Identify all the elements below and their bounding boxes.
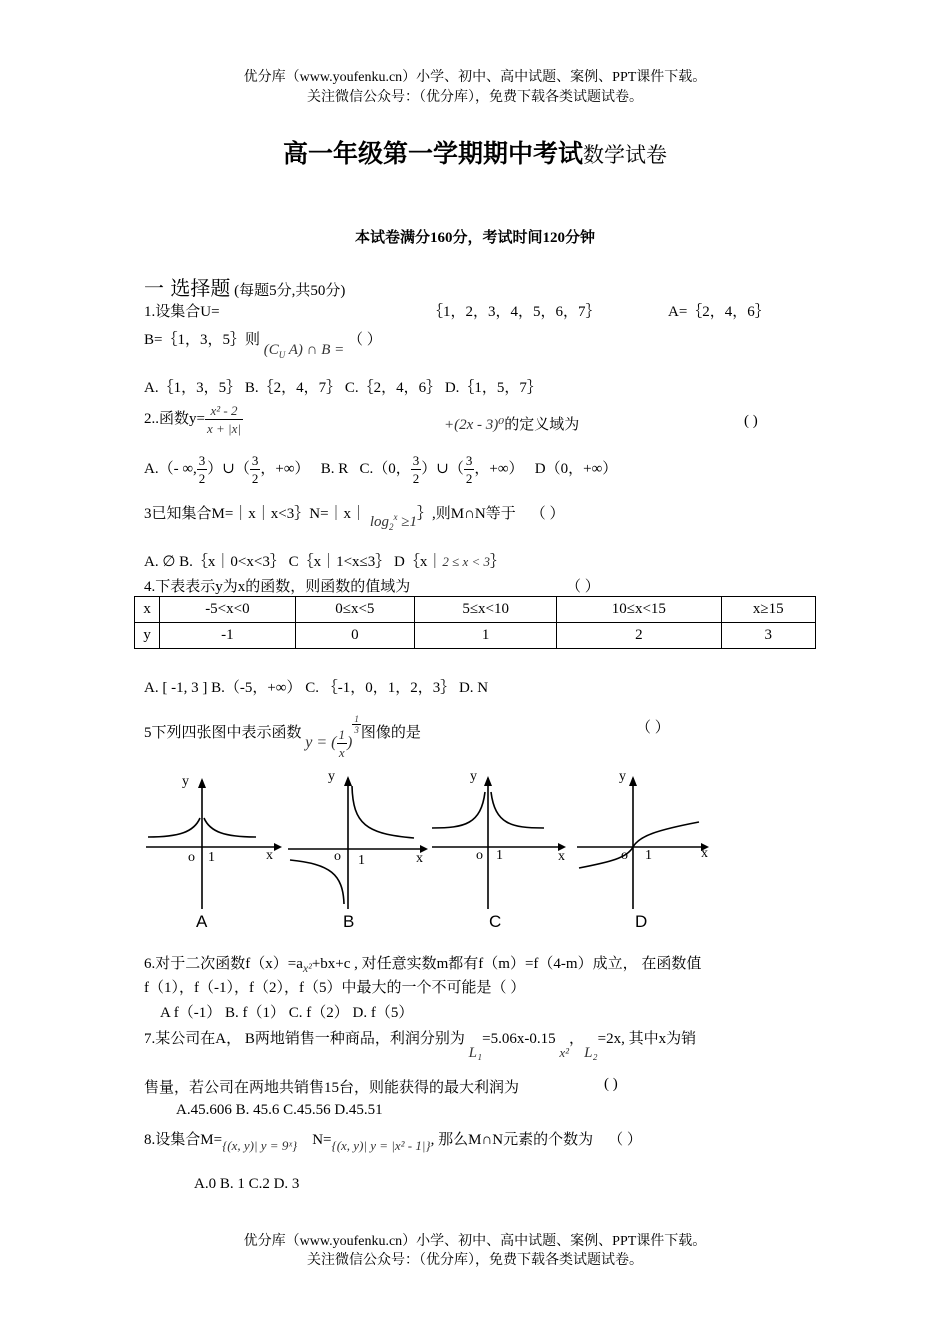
q2-option-c-3: ，+∞） bbox=[474, 460, 524, 477]
graph-a bbox=[144, 764, 284, 914]
q6-line-1-b: +bx+c , 对任意实数m都有f（m）=f（4-m）成立， 在函数值 bbox=[311, 956, 702, 972]
q5-frac-den: x bbox=[338, 745, 345, 760]
curve bbox=[579, 822, 699, 868]
table-cell: -5<x<0 bbox=[160, 597, 295, 623]
q6-line-1 bbox=[144, 952, 701, 973]
q5-expr-close: ) bbox=[347, 734, 353, 752]
q2-stem bbox=[144, 402, 243, 437]
graph-label-b: B bbox=[343, 912, 355, 931]
tick-one-label: 1 bbox=[358, 853, 365, 868]
q8-stem bbox=[144, 1128, 642, 1153]
q2-options bbox=[144, 452, 617, 487]
q2-tail bbox=[444, 413, 579, 434]
table-row bbox=[135, 623, 816, 649]
q1-options: A.｛1，3，5｝ B.｛2，4，7｝ C.｛2，4，6｝ D.｛1，5，7｝ bbox=[144, 380, 542, 396]
q3-stem bbox=[144, 502, 565, 532]
q2-option-a-2: ）∪（ bbox=[207, 460, 250, 477]
y-axis-arrow bbox=[198, 778, 206, 788]
table-cell: 0 bbox=[295, 623, 415, 649]
q7-x-squared: x² bbox=[559, 1045, 570, 1060]
q2-denominator: x + |x| bbox=[206, 421, 241, 436]
q2-frac-4 bbox=[464, 452, 475, 487]
q8-set-n: {(x, y)| y = |x² - 1|} bbox=[331, 1138, 431, 1153]
q4-answer-paren: （ ） bbox=[566, 579, 600, 595]
q5-fraction bbox=[337, 726, 348, 761]
y-axis-arrow bbox=[344, 776, 352, 786]
q7-answer-paren: ( ) bbox=[604, 1076, 618, 1092]
q8-stem-text: 8.设集合M= bbox=[144, 1132, 223, 1148]
table-cell: x≥15 bbox=[721, 597, 816, 623]
q5-exp-num: 1 bbox=[354, 714, 359, 724]
graph-d bbox=[575, 764, 715, 914]
q5-frac-num: 1 bbox=[338, 727, 345, 742]
q2-frac-2-num: 3 bbox=[251, 453, 259, 468]
q3-ge: ≥1 bbox=[397, 514, 417, 530]
q6-options: A f（-1） B. f（1） C. f（2） D. f（5） bbox=[160, 1005, 414, 1021]
q6-x-squared: x² bbox=[302, 961, 312, 975]
q8-set-m: {(x, y)| y = 9ˣ} bbox=[222, 1138, 298, 1153]
q7-line-1-a: 7.某公司在A， B两地销售一种商品，利润分别为 bbox=[144, 1031, 465, 1047]
axis-y-label: y bbox=[470, 769, 477, 784]
q2-answer-paren: ( ) bbox=[744, 413, 758, 429]
q3-option-d-math: 2 ≤ x < 3 bbox=[442, 554, 491, 569]
x-axis-arrow bbox=[274, 843, 282, 851]
q2-frac-3-den: 2 bbox=[412, 471, 420, 486]
table-cell: 1 bbox=[415, 623, 557, 649]
footer-line-1: 优分库（www.youfenku.cn）小学、初中、高中试题、案例、PPT课件下载。 bbox=[243, 1234, 707, 1249]
q4-table bbox=[134, 596, 816, 649]
q8-options: A.0 B. 1 C.2 D. 3 bbox=[194, 1176, 300, 1192]
table-cell: 5≤x<10 bbox=[415, 597, 557, 623]
axis-x-label: x bbox=[701, 846, 708, 861]
q2-frac-1-den: 2 bbox=[198, 471, 206, 486]
title-main: 高一年级第一学期期中考试 bbox=[282, 139, 583, 168]
q6-line-2: f（1），f（-1），f（2），f（5）中最大的一个不可能是（ ） bbox=[144, 980, 526, 996]
origin-label: o bbox=[621, 848, 628, 863]
q2-option-c-2: ）∪（ bbox=[421, 460, 464, 477]
q2-numerator: x² - 2 bbox=[205, 402, 243, 420]
q1-set-a: A=｛2，4，6｝ bbox=[668, 304, 770, 320]
q7-line-1 bbox=[144, 1027, 697, 1061]
graph-c bbox=[430, 764, 575, 914]
q5-tail: 图像的是 bbox=[360, 725, 421, 742]
y-axis-arrow bbox=[484, 776, 492, 786]
q6-line-1-a: 6.对于二次函数f（x）=a bbox=[144, 956, 303, 972]
q1-expr-part2: A) ∩ B = bbox=[285, 342, 345, 358]
q1-stem-b bbox=[144, 328, 382, 360]
q5-expr-y: y = ( bbox=[305, 734, 337, 752]
q2-frac-3-num: 3 bbox=[412, 453, 420, 468]
q2-option-d: D（0，+∞） bbox=[534, 460, 618, 477]
curve-right bbox=[352, 786, 414, 838]
table-cell: 3 bbox=[721, 623, 816, 649]
q1-expr-sub: U bbox=[278, 350, 286, 360]
q5-exponent bbox=[352, 714, 361, 735]
graph-label-c: C bbox=[489, 912, 502, 931]
q3-options bbox=[144, 550, 505, 571]
origin-label: o bbox=[476, 848, 483, 863]
q3-log: log bbox=[369, 514, 389, 530]
q2-frac-2-den: 2 bbox=[251, 471, 259, 486]
table-cell: 0≤x<5 bbox=[295, 597, 415, 623]
q2-frac-4-num: 3 bbox=[465, 453, 473, 468]
q5-exp-den: 3 bbox=[354, 725, 359, 735]
q7-comma: ， bbox=[569, 1031, 585, 1047]
table-cell: x bbox=[135, 597, 160, 623]
q5-expression bbox=[305, 714, 361, 760]
q3-options-text: A. ∅ B.｛x｜0<x<3｝ C｛x｜1<x≤3｝ D｛x｜ bbox=[144, 554, 443, 570]
page-title bbox=[0, 134, 950, 170]
q2-frac-2 bbox=[250, 452, 261, 487]
graph-label-d: D bbox=[635, 912, 648, 931]
q1-expression bbox=[264, 342, 345, 358]
q3-tail: ｝,则M∩N等于 bbox=[416, 506, 516, 522]
q1-set-u: ｛1，2，3，4，5，6，7｝ bbox=[428, 304, 601, 320]
header-line-1: 优分库（www.youfenku.cn）小学、初中、高中试题、案例、PPT课件下载。 bbox=[243, 70, 707, 85]
q2-frac-3 bbox=[411, 452, 422, 487]
q3-answer-paren: （ ） bbox=[530, 506, 565, 522]
tick-one-label: 1 bbox=[645, 848, 652, 863]
q8-tail: , 那么M∩N元素的个数为 bbox=[430, 1132, 594, 1148]
section-note: (每题5分,共50分) bbox=[234, 283, 346, 299]
footer-line-2: 关注微信公众号：（优分库），免费下载各类试题试卷。 bbox=[307, 1253, 643, 1268]
q2-frac-1-num: 3 bbox=[198, 453, 206, 468]
section-name: 一 选择题 bbox=[144, 276, 231, 300]
table-cell: 10≤x<15 bbox=[557, 597, 721, 623]
origin-label: o bbox=[334, 849, 341, 864]
q3-log-arg: x bbox=[393, 512, 398, 522]
exam-subtitle: 本试卷满分160分，考试时间120分钟 bbox=[354, 230, 595, 246]
q1-set-b: B=｛1，3，5｝则 bbox=[144, 332, 260, 348]
q1-expr-part1: (C bbox=[263, 342, 279, 358]
curve-left bbox=[290, 860, 344, 904]
q2-option-a: A.（- ∞, bbox=[144, 460, 197, 477]
q2-option-c: C.（0， bbox=[359, 460, 411, 477]
q4-stem: 4.下表表示y为x的函数，则函数的值域为 bbox=[144, 579, 411, 595]
q7-l2: L₂ bbox=[584, 1045, 598, 1061]
q7-line-2: 售量，若公司在两地共销售15台，则能获得的最大利润为 bbox=[144, 1080, 520, 1096]
q7-line-1-b: =2x, 其中x为销 bbox=[597, 1031, 697, 1047]
q2-option-b: B. R bbox=[320, 460, 349, 477]
section-heading bbox=[144, 272, 345, 301]
q1-stem-a: 1.设集合U= bbox=[144, 304, 220, 320]
q7-l1: L₁ bbox=[468, 1045, 483, 1061]
q2-stem-text: 2..函数y= bbox=[144, 410, 205, 427]
axis-y-label: y bbox=[328, 769, 335, 784]
q7-options: A.45.606 B. 45.6 C.45.56 D.45.51 bbox=[176, 1102, 383, 1118]
table-cell: 2 bbox=[557, 623, 721, 649]
q2-tail-text: 的定义域为 bbox=[504, 417, 580, 433]
q8-answer-paren: （ ） bbox=[608, 1132, 642, 1148]
q2-option-a-3: ，+∞） bbox=[260, 460, 310, 477]
q1-answer-paren: （ ） bbox=[347, 332, 382, 348]
axis-x-label: x bbox=[416, 851, 423, 866]
axis-y-label: y bbox=[619, 769, 626, 784]
axis-x-label: x bbox=[558, 849, 565, 864]
q3-log-base: 2 bbox=[388, 522, 394, 532]
title-suffix: 数学试卷 bbox=[583, 143, 667, 167]
q3-stem-text: 3已知集合M=｜x｜x<3｝N=｜x｜ bbox=[144, 506, 367, 522]
curve-right bbox=[204, 818, 256, 837]
curve-right bbox=[491, 792, 544, 828]
y-axis-arrow bbox=[629, 776, 637, 786]
graph-label-a: A bbox=[196, 912, 208, 931]
q5-stem-text: 5下列四张图中表示函数 bbox=[144, 725, 302, 742]
q2-frac-4-den: 2 bbox=[465, 471, 473, 486]
table-cell: y bbox=[135, 623, 160, 649]
header-line-2: 关注微信公众号：（优分库），免费下载各类试题试卷。 bbox=[307, 90, 643, 105]
q5-answer-paren: （ ） bbox=[636, 720, 670, 736]
graph-b bbox=[286, 764, 436, 914]
table-row bbox=[135, 597, 816, 623]
q2-plus-term: +(2x - 3)⁰ bbox=[444, 417, 505, 433]
table-cell: -1 bbox=[160, 623, 295, 649]
q2-frac-1 bbox=[197, 452, 208, 487]
axis-y-label: y bbox=[182, 774, 189, 789]
tick-one-label: 1 bbox=[496, 848, 503, 863]
q5-stem bbox=[144, 714, 421, 760]
q8-n-label: N= bbox=[312, 1132, 332, 1148]
curve-left bbox=[148, 818, 200, 837]
q4-options: A. [ -1, 3 ] B.（-5，+∞） C. ｛-1，0，1，2，3｝ D. N bbox=[144, 680, 489, 696]
q2-fraction bbox=[205, 402, 243, 437]
curve-left bbox=[432, 792, 485, 828]
q3-log-expr bbox=[370, 514, 417, 530]
tick-one-label: 1 bbox=[208, 850, 215, 865]
q3-options-end: ｝ bbox=[490, 554, 506, 570]
origin-label: o bbox=[188, 850, 195, 865]
q7-mid: =5.06x-0.15 bbox=[482, 1031, 556, 1047]
axis-x-label: x bbox=[266, 848, 273, 863]
